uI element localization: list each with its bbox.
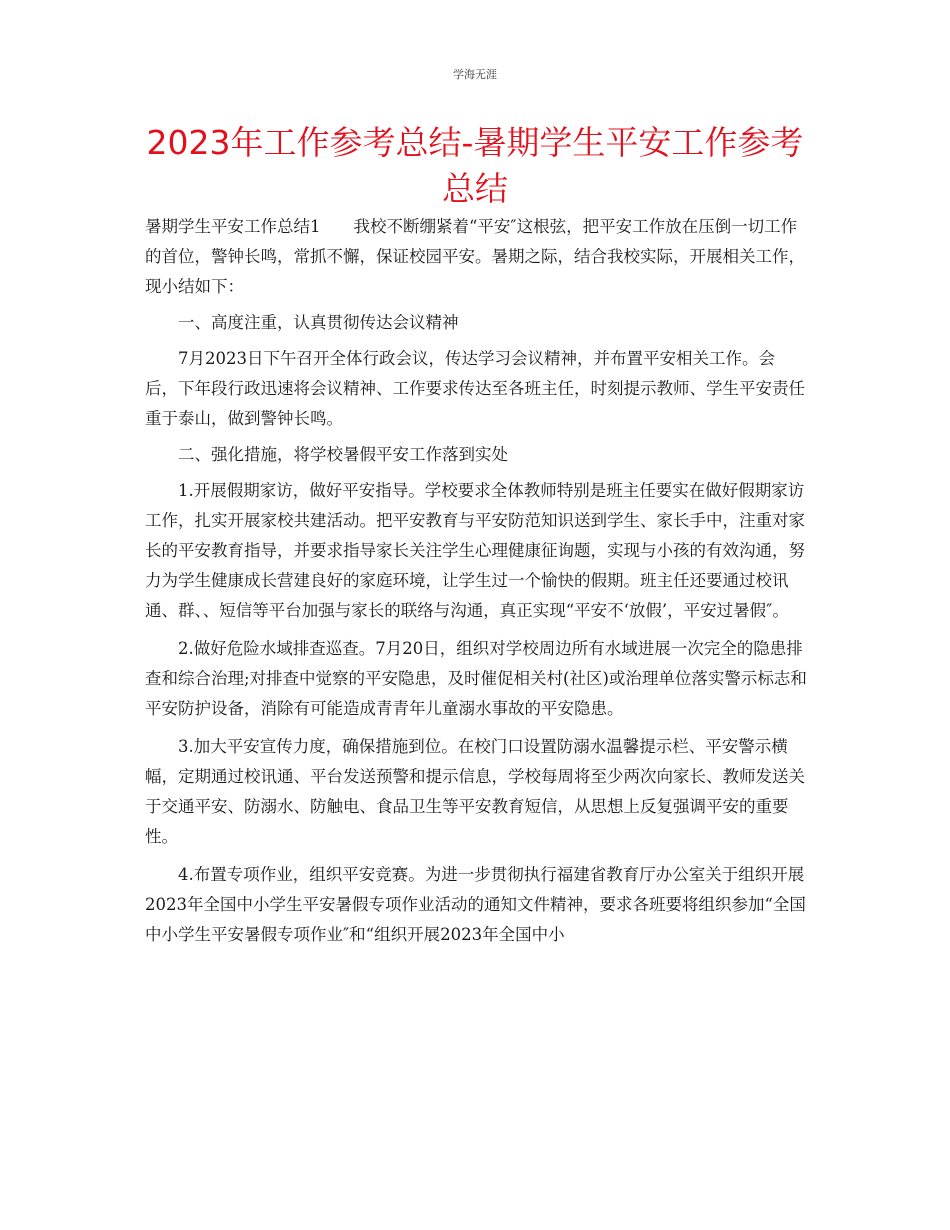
body-paragraph: 4.布置专项作业，组织平安竞赛。为进一步贯彻执行福建省教育厅办公室关于组织开展2023年全国中小学生平安暑假专项作业活动的通知文件精神，要求各班要将组织参加“全国中小学生平安暑假专项作业″和“组织开展2023年全国中小 (145, 865, 806, 944)
page-header-note: 学海无涯 (453, 68, 497, 81)
body-paragraph: 3.加大平安宣传力度，确保措施到位。在校门口设置防溺水温馨提示栏、平安警示横幅，定期通过校讯通、平台发送预警和提示信息，学校每周将至少两次向家长、教师发送关于交通平安、防溺水、防触电、食品卫生等平安教育短信，从思想上反复强调平安的重要性。 (145, 737, 805, 846)
body-paragraph: 2.做好危险水域排查巡查。7月20日，组织对学校周边所有水域进展一次完全的隐患排查和综合治理;对排查中觉察的平安隐患，及时催促相关村(社区)或治理单位落实警示标志和平安防护设备，消除有可能造成青青年儿童溺水事故的平安隐患。 (145, 639, 807, 718)
section-heading-1: 一、高度注重，认真贯彻传达会议精神 (178, 313, 459, 332)
body-paragraph: 1.开展假期家访，做好平安指导。学校要求全体教师特别是班主任要实在做好假期家访工作，扎实开展家校共建活动。把平安教育与平安防范知识送到学生、家长手中，注重对家长的平安教育指导，并要求指导家长关注学生心理健康征询题，实现与小孩的有效沟通，努力为学生健康成长营建良好的家庭环境，让学生过一个愉快的假期。班主任还要通过校讯通、群、、短信等平台加强与家长的联络与沟通，真正实现“平安不‘放假’，平安过暑假″。 (145, 481, 805, 620)
intro-paragraph: 暑期学生平安工作总结1 我校不断绷紧着“平安″这根弦，把平安工作放在压倒一切工作的首位，警钟长鸣，常抓不懈，保证校园平安。暑期之际，结合我校实际，开展相关工作，现小结如下： (145, 217, 805, 296)
document-title: 2023年工作参考总结-暑期学生平安工作参考总结 (146, 123, 804, 208)
body-paragraph: 7月2023日下午召开全体行政会议，传达学习会议精神，并布置平安相关工作。会后，下年段行政迅速将会议精神、工作要求传达至各班主任，时刻提示教师、学生平安责任重于泰山，做到警钟长鸣。 (145, 349, 805, 428)
section-heading-2: 二、强化措施，将学校暑假平安工作落到实处 (178, 445, 508, 464)
document-body (145, 212, 807, 950)
